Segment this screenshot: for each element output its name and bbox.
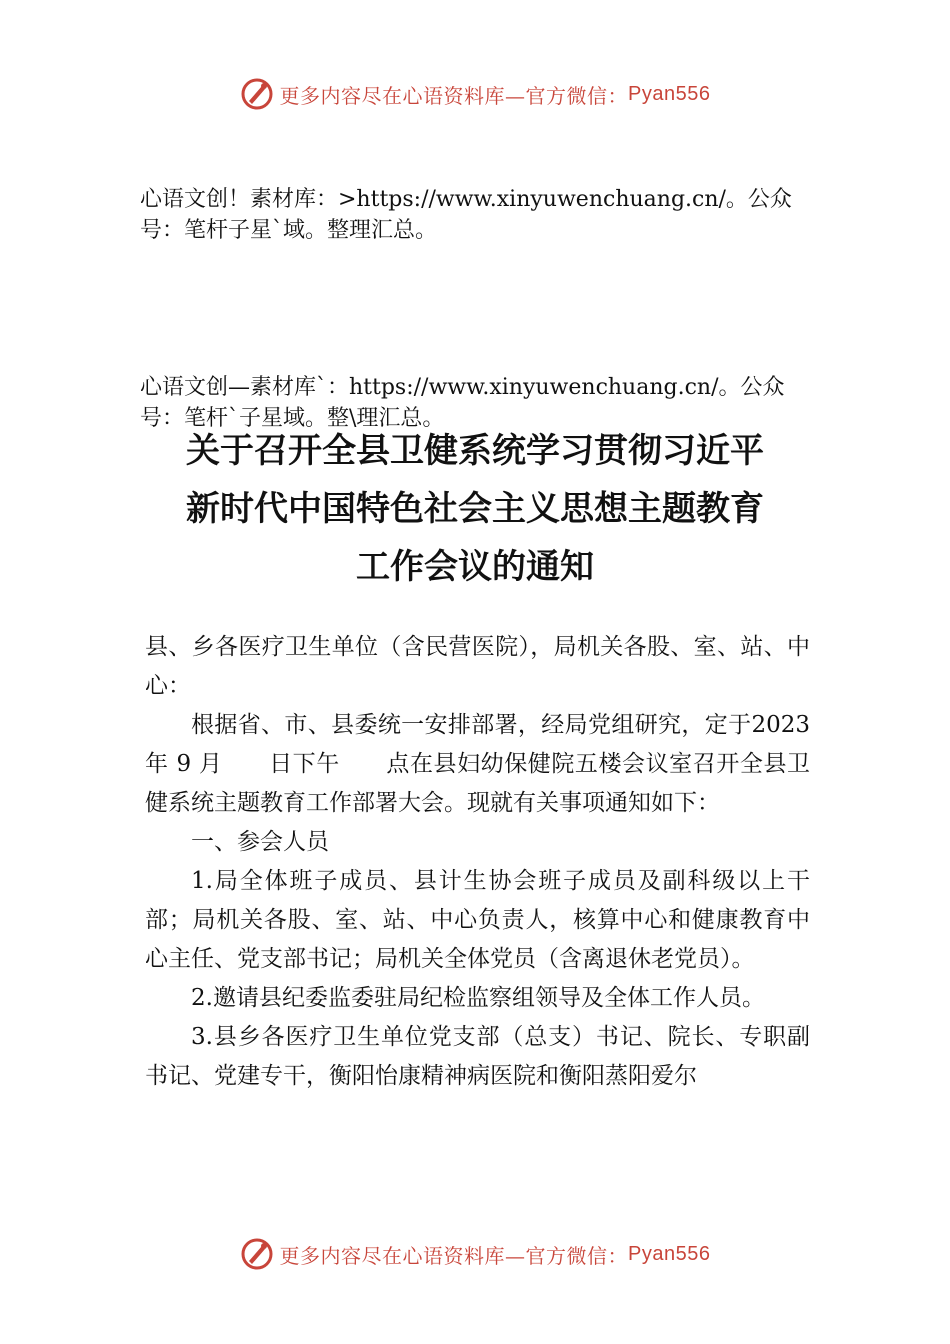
source-line-2: 心语文创—素材库`：https://www.xinyuwenchuang.cn/。公众号：笔杆`子星域。整\理汇总。 — [140, 375, 785, 431]
brand-logo-icon — [240, 77, 274, 111]
header-watermark — [0, 76, 950, 112]
intro-date: 根据省、市、县委统一安排部署，经局党组研究，定于2023 年 9 月 — [145, 712, 810, 777]
intro-time: 日下午 — [268, 751, 340, 777]
title-line-1: 关于召开全县卫健系统学习贯彻习近平 — [186, 431, 764, 471]
intro-paragraph — [145, 706, 810, 823]
list-item-1: 1.局全体班子成员、县计生协会班子成员及副科级以上干部；局机关各股、室、站、中心负责人，核算中心和健康教育中心主任、党支部书记；局机关全体党员（含离退休老党员）。 — [145, 868, 810, 972]
watermark-text: 更多内容尽在心语资料库—官方微信： — [279, 83, 629, 108]
brand-logo-icon — [240, 1237, 274, 1271]
addressee: 县、乡各医疗卫生单位（含民营医院），局机关各股、室、站、中心： — [145, 634, 810, 699]
title-line-3: 工作会议的通知 — [356, 547, 594, 587]
intro-rest: 点在县妇幼保健院五楼会议室召开全县卫健系统主题教育工作部署大会。现就有关事项通知如下： — [145, 751, 811, 816]
list-item-2: 2.邀请县纪委监委驻局纪检监察组领导及全体工作人员。 — [191, 985, 765, 1011]
watermark-text: 更多内容尽在心语资料库—官方微信： — [279, 1243, 629, 1268]
list-item-3: 3.县乡各医疗卫生单位党支部（总支）书记、院长、专职副书记、党建专干，衡阳怡康精神病医院和衡阳蒸阳爱尔 — [145, 1024, 810, 1089]
section-heading: 一、参会人员 — [191, 829, 329, 855]
source-line-1: 心语文创！素材库：>https://www.xinyuwenchuang.cn/。公众号：笔杆子星`域。整理汇总。 — [140, 187, 792, 243]
footer-watermark — [0, 1236, 950, 1272]
watermark-id: Pyan556 — [628, 82, 711, 105]
document-body — [145, 628, 810, 1096]
document-title — [95, 422, 855, 596]
watermark-id: Pyan556 — [628, 1242, 711, 1265]
title-line-2: 新时代中国特色社会主义思想主题教育 — [186, 489, 764, 529]
